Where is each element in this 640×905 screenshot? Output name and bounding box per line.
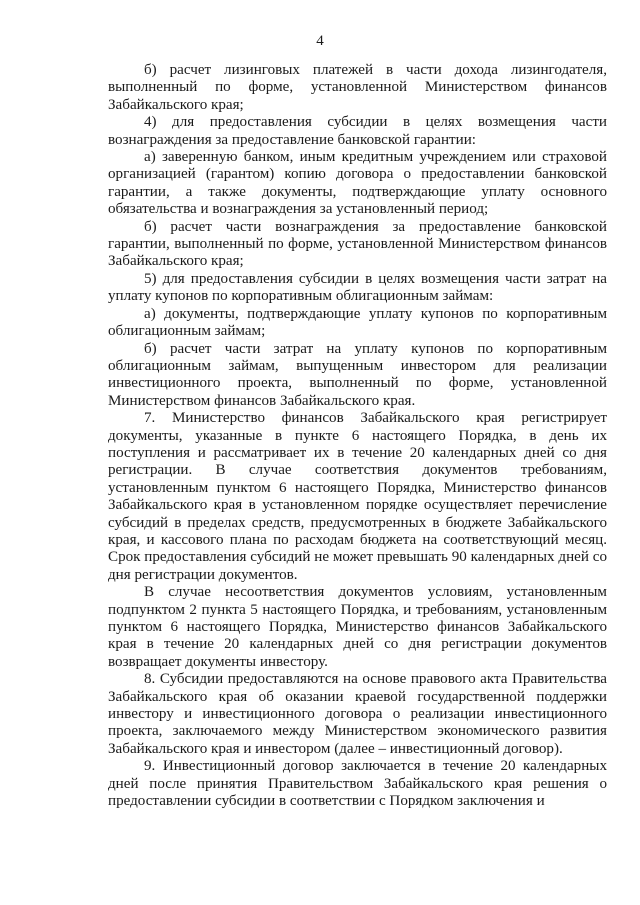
paragraph-guarantee-calculation: б) расчет части вознаграждения за предоставление банковской гарантии, выполненный по форме, установленной Министерством финансов Забайкальского края; <box>108 218 607 270</box>
document-body <box>108 62 607 810</box>
paragraph-coupon-calculation: б) расчет части затрат на уплату купонов по корпоративным облигационным займам, выпущенным инвестором для реализации инвестиционного проекта, выполненный по форме, установленной Министерством финансов Забайкальского края. <box>108 340 607 409</box>
page-number: 4 <box>316 33 324 49</box>
paragraph-section-8-legal-basis: 8. Субсидии предоставляются на основе правового акта Правительства Забайкальского края об оказании краевой государственной поддержки инвестору и инвестиционного договора о реализации инвестиционного проекта, заключаемого между Министерством экономического развития Забайкальского края и инвестором (далее – инвестиционный договор). <box>108 671 607 757</box>
paragraph-item-4-bank-guarantee: 4) для предоставления субсидии в целях возмещения части вознаграждения за предоставление банковской гарантии: <box>108 114 607 148</box>
paragraph-guarantee-contract-copy: а) заверенную банком, иным кредитным учреждением или страховой организацией (гарантом) копию договора о предоставлении банковской гарантии, а также документы, подтверждающие уплату основного обязательства и вознаграждения за установленный период; <box>108 149 607 218</box>
paragraph-item-5-bond-coupons: 5) для предоставления субсидии в целях возмещения части затрат на уплату купонов по корпоративным облигационным займам: <box>108 270 607 305</box>
paragraph-documents-return: В случае несоответствия документов условиям, установленным подпунктом 2 пункта 5 настоящего Порядка, и требованиям, установленным пунктом 6 настоящего Порядка, Министерство финансов Забайкальского края в течение 20 календарных дней со дня регистрации документов возвращает документы инвестору. <box>108 584 607 670</box>
paragraph-coupon-documents: а) документы, подтверждающие уплату купонов по корпоративным облигационным займам; <box>108 305 607 340</box>
paragraph-leasing-calculation: б) расчет лизинговых платежей в части дохода лизингодателя, выполненный по форме, установленной Министерством финансов Забайкальского края; <box>108 62 607 113</box>
paragraph-section-7-registration: 7. Министерство финансов Забайкальского края регистрирует документы, указанные в пункте 6 настоящего Порядка, в день их поступления и рассматривает их в течение 20 календарных дней со дня регистрации. В случае соответствия документов требованиям, установленным пунктом 6 настоящего Порядка, Министерство финансов Забайкальского края в установленном порядке осуществляет перечисление субсидий в пределах средств, предусмотренных в бюджете Забайкальского края, и кассового плана по расходам бюджета на соответствующий месяц. Срок предоставления субсидий не может превышать 90 календарных дней со дня регистрации документов. <box>108 410 607 583</box>
paragraph-section-9-contract-term: 9. Инвестиционный договор заключается в течение 20 календарных дней после принятия Правительством Забайкальского края решения о предоставлении субсидии в соответствии с Порядком заключения и <box>108 758 607 810</box>
